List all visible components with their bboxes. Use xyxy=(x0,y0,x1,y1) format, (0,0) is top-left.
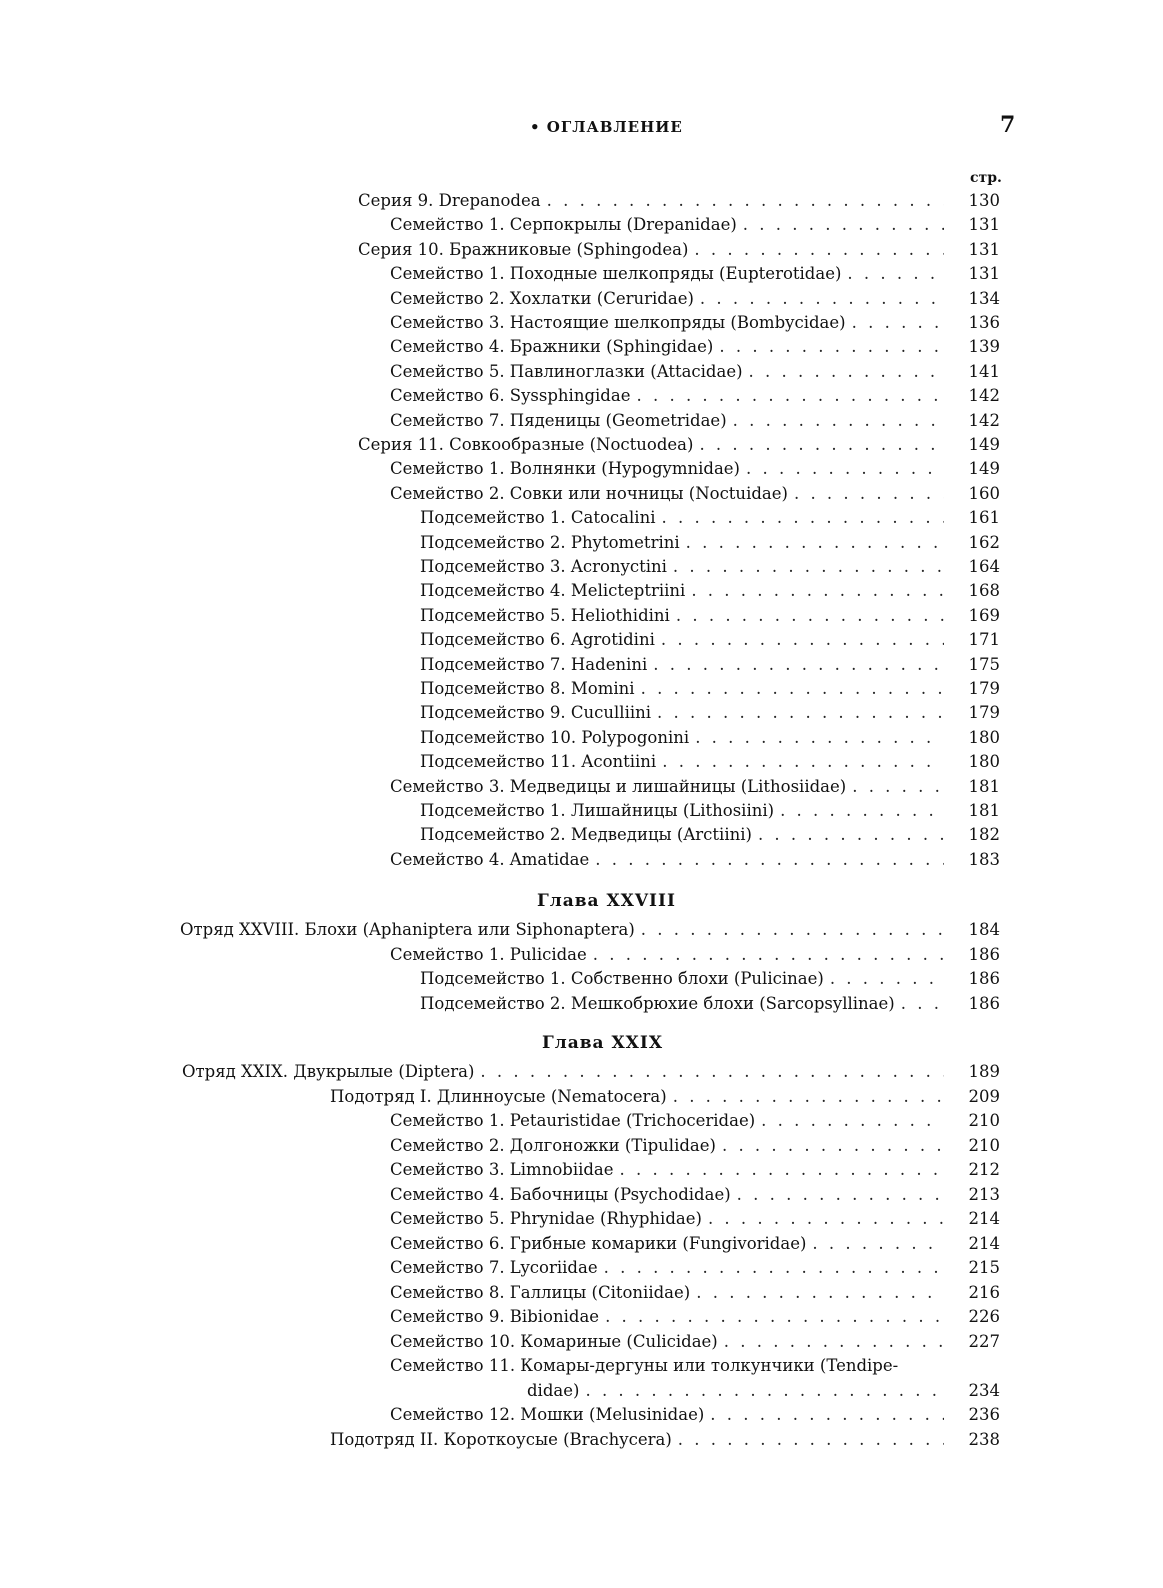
toc-entry-page: 212 xyxy=(968,1160,1000,1179)
toc-entry-page: 186 xyxy=(968,945,1000,964)
toc-entry-label: Подотряд I. Длинноусые (Nematocera) xyxy=(330,1087,667,1106)
toc-entry-page: 131 xyxy=(968,264,1000,283)
toc-entry-page: 162 xyxy=(968,533,1000,552)
toc-entry xyxy=(420,750,950,774)
toc-entry xyxy=(420,531,950,555)
toc-entry-page: 136 xyxy=(968,313,1000,332)
leader-dots xyxy=(604,1256,944,1280)
toc-entry-label: Семейство 1. Pulicidae xyxy=(390,945,587,964)
toc-entry-page: 213 xyxy=(968,1185,1000,1204)
toc-entry xyxy=(420,726,950,750)
toc-entry-label: Семейство 4. Amatidae xyxy=(390,850,590,869)
toc-entry-label: Подсемейство 6. Agrotidini xyxy=(420,630,655,649)
toc-entry-page: 142 xyxy=(968,386,1000,405)
toc-entry xyxy=(420,823,950,847)
toc-entry-label: Семейство 3. Настоящие шелкопряды (Bombycidae) xyxy=(390,313,846,332)
leader-dots xyxy=(699,433,944,457)
leader-dots xyxy=(758,823,944,847)
toc-entry-page: 179 xyxy=(968,679,1000,698)
leader-dots xyxy=(661,506,944,530)
toc-entry-page: 215 xyxy=(968,1258,1000,1277)
toc-entry-page: 227 xyxy=(968,1332,1000,1351)
toc-entry xyxy=(390,1134,950,1158)
toc-entry-label: Отряд XXVIII. Блохи (Aphaniptera или Siphonaptera) xyxy=(180,920,635,939)
toc-entry-page: 216 xyxy=(968,1283,1000,1302)
toc-entry-page: 186 xyxy=(968,994,1000,1013)
leader-dots xyxy=(673,1085,944,1109)
toc-entry-label: Семейство 7. Пяденицы (Geometridae) xyxy=(390,411,727,430)
leader-dots xyxy=(657,701,944,725)
toc-entry-page: 168 xyxy=(968,581,1000,600)
toc-entry xyxy=(182,1060,950,1084)
toc-entry-label: Подсемейство 5. Heliothidini xyxy=(420,606,670,625)
leader-dots xyxy=(694,238,944,262)
toc-entry-label: Подсемейство 1. Catocalini xyxy=(420,508,656,527)
chapter-heading-28: Глава XXVIII xyxy=(537,891,676,911)
toc-entry-label: Семейство 6. Syssphingidae xyxy=(390,386,631,405)
toc-entry-page: 183 xyxy=(968,850,1000,869)
toc-entry xyxy=(390,287,950,311)
toc-entry-page: 179 xyxy=(968,703,1000,722)
chapter-heading-29: Глава XXIX xyxy=(542,1033,664,1053)
toc-entry-page: 130 xyxy=(968,191,1000,210)
toc-entry-label: Семейство 2. Совки или ночницы (Noctuidae) xyxy=(390,484,788,503)
toc-entry xyxy=(527,1379,950,1403)
toc-entry xyxy=(420,701,950,725)
toc-entry-page: 164 xyxy=(968,557,1000,576)
leader-dots xyxy=(852,775,944,799)
toc-entry xyxy=(330,1428,950,1452)
toc-entry-label: Семейство 5. Phrynidae (Rhyphidae) xyxy=(390,1209,702,1228)
toc-entry xyxy=(420,628,950,652)
toc-entry xyxy=(390,1256,950,1280)
toc-entry xyxy=(420,992,950,1016)
leader-dots xyxy=(595,848,944,872)
toc-entry-label: Подсемейство 10. Polypogonini xyxy=(420,728,690,747)
toc-entry-label: Подсемейство 1. Собственно блохи (Pulicinae) xyxy=(420,969,824,988)
toc-entry xyxy=(390,1183,950,1207)
toc-entry-label: Подотряд II. Короткоусые (Brachycera) xyxy=(330,1430,672,1449)
leader-dots xyxy=(695,726,944,750)
toc-entry-page: 180 xyxy=(968,728,1000,747)
toc-entry xyxy=(330,1085,950,1109)
toc-entry-label: Подсемейство 4. Melicteptriini xyxy=(420,581,686,600)
toc-entry-label: Семейство 1. Походные шелкопряды (Eupterotidae) xyxy=(390,264,842,283)
leader-dots xyxy=(641,677,944,701)
toc-entry xyxy=(180,918,950,942)
toc-entry-label: Семейство 5. Павлиноглазки (Attacidae) xyxy=(390,362,743,381)
leader-dots xyxy=(847,262,944,286)
leader-dots xyxy=(830,967,944,991)
toc-entry-label: Семейство 1. Petauristidae (Trichoceridae) xyxy=(390,1111,756,1130)
toc-entry xyxy=(390,311,950,335)
toc-entry xyxy=(390,775,950,799)
toc-entry-label: Подсемейство 2. Медведицы (Arctiini) xyxy=(420,825,752,844)
toc-entry-page: 238 xyxy=(968,1430,1000,1449)
toc-entry xyxy=(420,604,950,628)
toc-entry-page: 161 xyxy=(968,508,1000,527)
toc-entry-page: 184 xyxy=(968,920,1000,939)
toc-entry-label: Семейство 1. Волнянки (Hypogymnidae) xyxy=(390,459,740,478)
leader-dots xyxy=(749,360,944,384)
toc-entry xyxy=(390,1281,950,1305)
toc-entry-page: 214 xyxy=(968,1234,1000,1253)
leader-dots xyxy=(691,579,944,603)
toc-entry xyxy=(390,409,950,433)
toc-entry-label: Подсемейство 2. Phytometrini xyxy=(420,533,680,552)
leader-dots xyxy=(722,1134,944,1158)
leader-dots xyxy=(780,799,944,823)
toc-entry-label: Серия 10. Бражниковые (Sphingodea) xyxy=(358,240,689,259)
leader-dots xyxy=(636,384,944,408)
leader-dots xyxy=(676,604,944,628)
toc-entry-label-continued: didae) xyxy=(527,1381,580,1400)
toc-entry-page: 234 xyxy=(968,1381,1000,1400)
toc-entry-label: Семейство 11. Комары-дергуны или толкунчики (Tendipe- xyxy=(390,1356,899,1375)
toc-entry xyxy=(390,213,950,237)
toc-entry xyxy=(390,1158,950,1182)
toc-entry-page: 149 xyxy=(968,435,1000,454)
toc-entry-label: Семейство 3. Медведицы и лишайницы (Lithosiidae) xyxy=(390,777,847,796)
toc-entry-label: Семейство 6. Грибные комарики (Fungivoridae) xyxy=(390,1234,807,1253)
toc-entry xyxy=(390,482,950,506)
toc-entry-label: Семейство 1. Серпокрылы (Drepanidae) xyxy=(390,215,737,234)
leader-dots xyxy=(901,992,944,1016)
toc-entry-label: Семейство 3. Limnobiidae xyxy=(390,1160,614,1179)
toc-entry xyxy=(420,555,950,579)
toc-entry xyxy=(358,433,950,457)
leader-dots xyxy=(620,1158,944,1182)
leader-dots xyxy=(593,943,944,967)
toc-entry xyxy=(390,457,950,481)
toc-entry-label: Семейство 2. Хохлатки (Ceruridae) xyxy=(390,289,694,308)
toc-entry-page: 181 xyxy=(968,801,1000,820)
toc-entry-page: 186 xyxy=(968,969,1000,988)
toc-entry xyxy=(390,943,950,967)
toc-entry xyxy=(420,967,950,991)
leader-dots xyxy=(641,918,944,942)
leader-dots xyxy=(812,1232,944,1256)
toc-entry-page: 226 xyxy=(968,1307,1000,1326)
leader-dots xyxy=(794,482,944,506)
leader-dots xyxy=(743,213,944,237)
toc-entry-page: 181 xyxy=(968,777,1000,796)
toc-entry-label: Подсемейство 2. Мешкобрюхие блохи (Sarcopsyllinae) xyxy=(420,994,895,1013)
leader-dots xyxy=(480,1060,944,1084)
leader-dots xyxy=(700,287,944,311)
toc-entry-page: 175 xyxy=(968,655,1000,674)
toc-entry-page: 180 xyxy=(968,752,1000,771)
toc-entry-label: Подсемейство 8. Momini xyxy=(420,679,635,698)
toc-entry-page: 134 xyxy=(968,289,1000,308)
toc-entry-label: Семейство 4. Бражники (Sphingidae) xyxy=(390,337,714,356)
toc-entry xyxy=(390,360,950,384)
toc-entry-label: Семейство 2. Долгоножки (Tipulidae) xyxy=(390,1136,716,1155)
toc-entry xyxy=(358,238,950,262)
toc-entry-page: 214 xyxy=(968,1209,1000,1228)
toc-entry xyxy=(420,506,950,530)
toc-entry-page: 209 xyxy=(968,1087,1000,1106)
toc-entry-page: 139 xyxy=(968,337,1000,356)
leader-dots xyxy=(673,555,944,579)
leader-dots xyxy=(678,1428,944,1452)
toc-entry-label: Подсемейство 3. Acronyctini xyxy=(420,557,667,576)
leader-dots xyxy=(737,1183,944,1207)
toc-entry-page: 141 xyxy=(968,362,1000,381)
toc-entry-page: 210 xyxy=(968,1136,1000,1155)
toc-entry xyxy=(390,1207,950,1231)
toc-entry xyxy=(420,677,950,701)
leader-dots xyxy=(585,1379,944,1403)
toc-entry-label: Семейство 8. Галлицы (Citoniidae) xyxy=(390,1283,691,1302)
toc-entry xyxy=(390,1109,950,1133)
toc-entry xyxy=(390,335,950,359)
toc-entry xyxy=(390,262,950,286)
toc-entry xyxy=(390,1403,950,1427)
leader-dots xyxy=(710,1403,944,1427)
toc-entry-page: 236 xyxy=(968,1405,1000,1424)
toc-entry-page: 131 xyxy=(968,215,1000,234)
toc-entry-label: Семейство 7. Lycoriidae xyxy=(390,1258,598,1277)
toc-entry xyxy=(390,848,950,872)
toc-entry-page: 160 xyxy=(968,484,1000,503)
leader-dots xyxy=(852,311,944,335)
toc-entry-label: Семейство 10. Комариные (Culicidae) xyxy=(390,1332,718,1351)
toc-entry xyxy=(358,189,950,213)
toc-entry-page: 142 xyxy=(968,411,1000,430)
leader-dots xyxy=(547,189,944,213)
leader-dots xyxy=(761,1109,944,1133)
running-header: • ОГЛАВЛЕНИЕ xyxy=(530,118,683,136)
leader-dots xyxy=(733,409,944,433)
toc-entry-page: 210 xyxy=(968,1111,1000,1130)
toc-entry-label: Серия 9. Drepanodea xyxy=(358,191,541,210)
leader-dots xyxy=(719,335,944,359)
toc-entry xyxy=(420,653,950,677)
toc-entry-label: Семейство 9. Bibionidae xyxy=(390,1307,600,1326)
toc-entry-page: 131 xyxy=(968,240,1000,259)
leader-dots xyxy=(686,531,944,555)
toc-entry-page: 169 xyxy=(968,606,1000,625)
toc-entry xyxy=(390,1232,950,1256)
toc-entry-label: Подсемейство 9. Cuculliini xyxy=(420,703,652,722)
page-number: 7 xyxy=(1000,112,1016,138)
toc-entry-label: Отряд XXIX. Двукрылые (Diptera) xyxy=(182,1062,475,1081)
leader-dots xyxy=(724,1330,944,1354)
toc-entry-page: 189 xyxy=(968,1062,1000,1081)
toc-entry xyxy=(420,799,950,823)
leader-dots xyxy=(708,1207,944,1231)
toc-entry xyxy=(390,1305,950,1329)
toc-entry xyxy=(390,1330,950,1354)
toc-entry-page: 182 xyxy=(968,825,1000,844)
leader-dots xyxy=(746,457,944,481)
toc-entry xyxy=(420,579,950,603)
toc-entry-label: Семейство 12. Мошки (Melusinidae) xyxy=(390,1405,705,1424)
toc-entry-label: Семейство 4. Бабочницы (Psychodidae) xyxy=(390,1185,731,1204)
toc-entry-label: Подсемейство 1. Лишайницы (Lithosiini) xyxy=(420,801,775,820)
toc-entry-page: 149 xyxy=(968,459,1000,478)
toc-entry-page: 171 xyxy=(968,630,1000,649)
page-column-label: стр. xyxy=(970,170,1002,186)
leader-dots xyxy=(661,628,944,652)
leader-dots xyxy=(653,653,944,677)
leader-dots xyxy=(696,1281,944,1305)
toc-entry-label: Подсемейство 7. Hadenini xyxy=(420,655,648,674)
toc-entry-label: Подсемейство 11. Acontiini xyxy=(420,752,657,771)
toc-entry-label: Серия 11. Совкообразные (Noctuodea) xyxy=(358,435,694,454)
toc-entry xyxy=(390,384,950,408)
leader-dots xyxy=(605,1305,944,1329)
leader-dots xyxy=(662,750,944,774)
